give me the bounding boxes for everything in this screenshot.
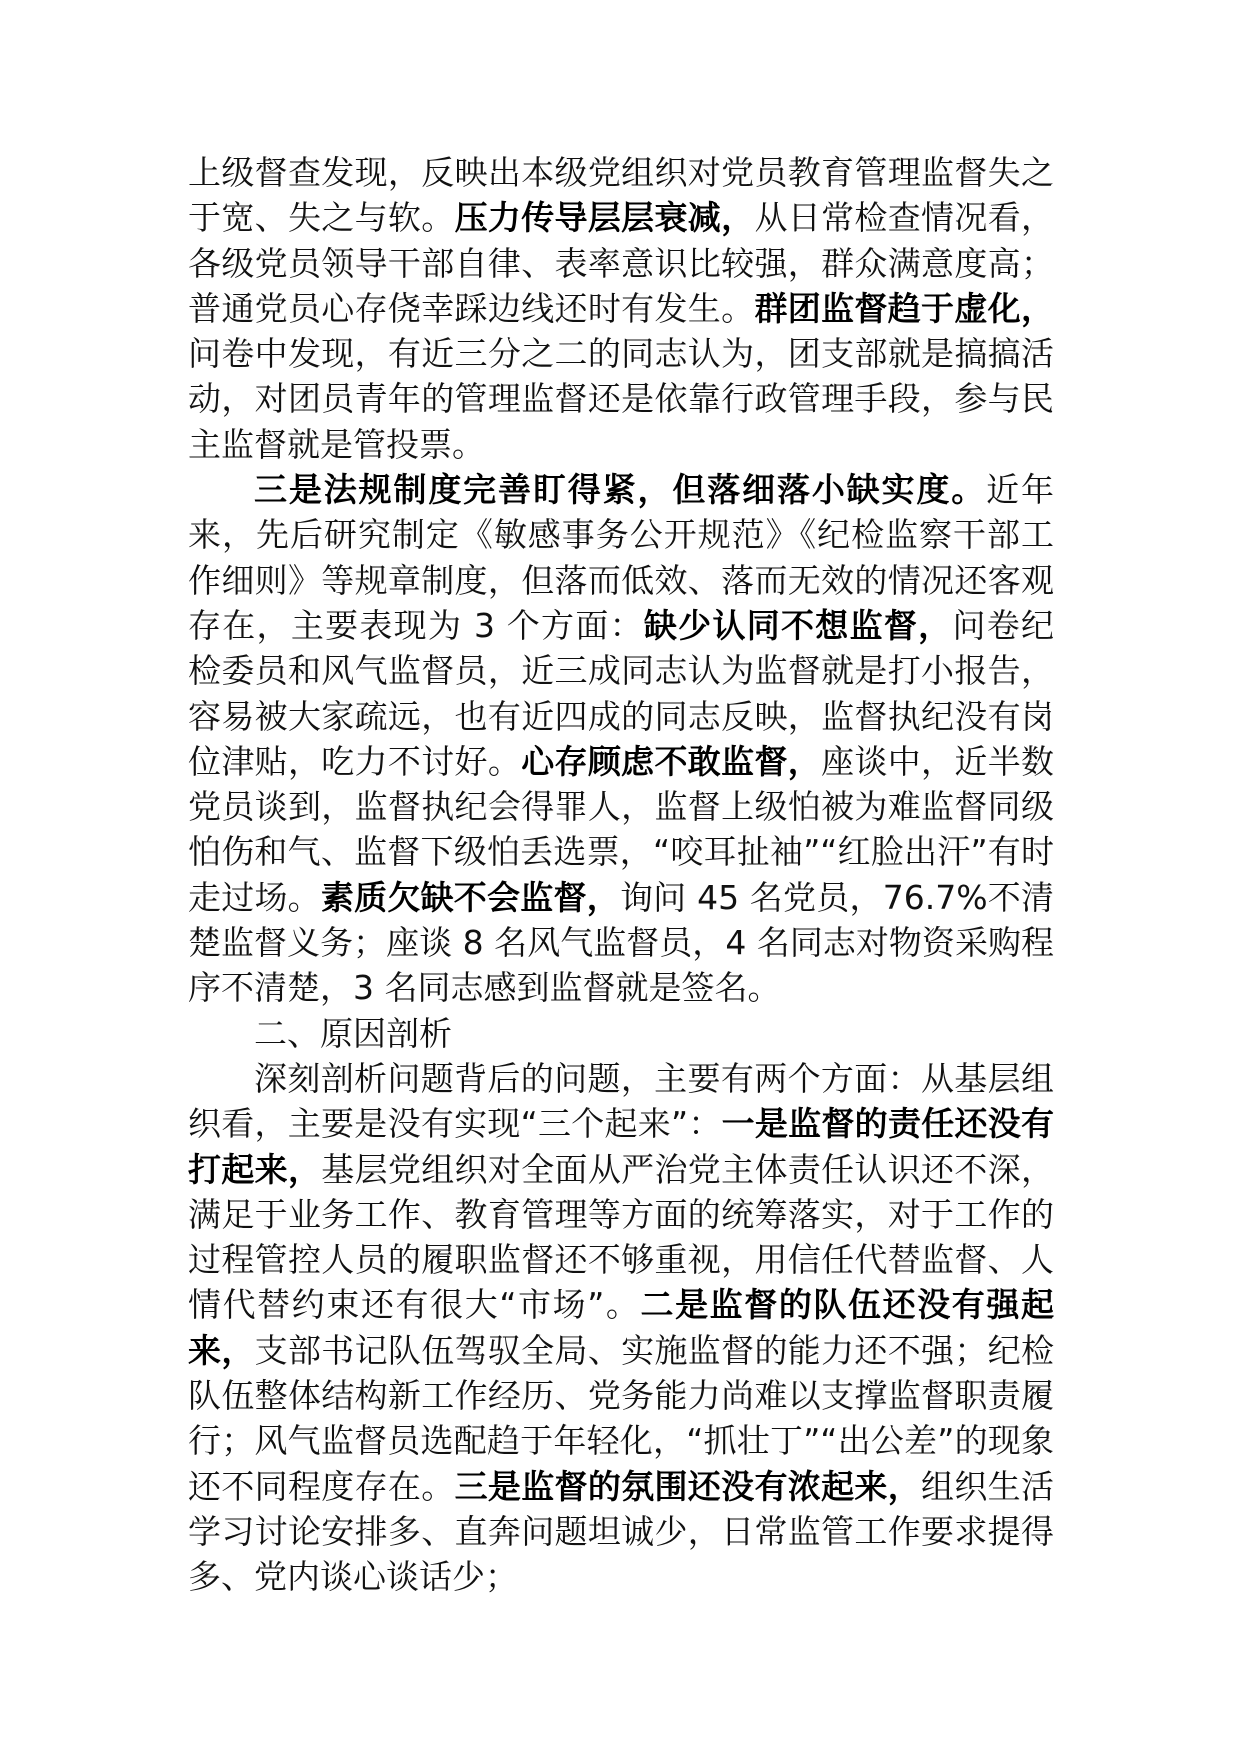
text-segment: 座谈中，近半数党员谈到，监督执纪会得罪人，监督上级怕被为难监督同级怕伤和气、监督下级怕丢选票，“咬耳扯袖”“红脸出汗”有时走过场。 — [188, 741, 1055, 917]
bold-heading-regulations: 三是法规制度完善盯得紧，但落细落小缺实度。 — [254, 470, 987, 510]
text-segment: 近年来，先后研究制定《敏感事务公开规范》《纪检监察干部工作细则》等规章制度，但落而低效、落而无效的情况还客观存在，主要表现为 3 个方面： — [188, 470, 1055, 645]
text-segment: 基层党组织对全面从严治党主体责任认识还不深，满足于业务工作、教育管理等方面的统筹落实，对于工作的过程管控人员的履职监督还不够重视，用信任代替监督、人情代替约束还有很大“市场”。 — [188, 1149, 1055, 1325]
bold-heading-concerns: 心存顾虑不敢监督， — [521, 741, 822, 781]
text-segment: 深刻剖析问题背后的问题，主要有两个方面：从基层组织看，主要是没有实现“三个起来”： — [188, 1058, 1054, 1144]
paragraph-supervision-issues-continued — [188, 150, 1054, 467]
bold-heading-responsibility: 一是监督的责任还没有打起来， — [188, 1104, 1054, 1189]
document-page — [188, 150, 1054, 1600]
text-segment: 支部书记队伍驾驭全局、实施监督的能力还不强；纪检队伍整体结构新工作经历、党务能力尚难以支撑监督职责履行；风气监督员选配趋于年轻化，“抓壮丁”“出公差”的现象还不同程度存在。 — [188, 1330, 1055, 1506]
text-segment: 问卷中发现，有近三分之二的同志认为，团支部就是搞搞活动，对团员青年的管理监督还是依靠行政管理手段，参与民主监督就是管投票。 — [188, 334, 1054, 464]
bold-heading-team: 二是监督的队伍还没有强起来， — [188, 1285, 1054, 1370]
bold-heading-group-supervision: 群团监督趋于虚化， — [754, 288, 1055, 328]
bold-heading-lack-recognition: 缺少认同不想监督， — [643, 605, 953, 645]
text-segment: 组织生活学习讨论安排多、直奔问题坦诚少，日常监管工作要求提得多、党内谈心谈话少； — [188, 1466, 1055, 1597]
section-heading-text: 二、原因剖析 — [254, 1013, 452, 1053]
text-segment: 询问 45 名党员，76.7%不清楚监督义务；座谈 8 名风气监督员，4 名同志对物资采购程序不清楚，3 名同志感到监督就是签名。 — [188, 877, 1054, 1008]
text-segment: 问卷纪检委员和风气监督员，近三成同志认为监督就是打小报告，容易被大家疏远，也有近四成的同志反映，监督执纪没有岗位津贴，吃力不讨好。 — [188, 605, 1054, 781]
text-segment: 上级督查发现，反映出本级党组织对党员教育管理监督失之于宽、失之与软。 — [188, 153, 1054, 238]
bold-heading-pressure: 压力传导层层衰减， — [454, 198, 755, 238]
paragraph-regulations — [188, 467, 1054, 1011]
text-segment: 从日常检查情况看，各级党员领导干部自律、表率意识比较强，群众满意度高；普通党员心存侥幸踩边线还时有发生。 — [188, 198, 1055, 328]
bold-heading-lack-quality: 素质欠缺不会监督， — [320, 877, 620, 917]
paragraph-cause-analysis — [188, 1056, 1054, 1600]
bold-heading-atmosphere: 三是监督的氛围还没有浓起来， — [454, 1466, 922, 1506]
section-heading-cause-analysis — [188, 1011, 1054, 1056]
